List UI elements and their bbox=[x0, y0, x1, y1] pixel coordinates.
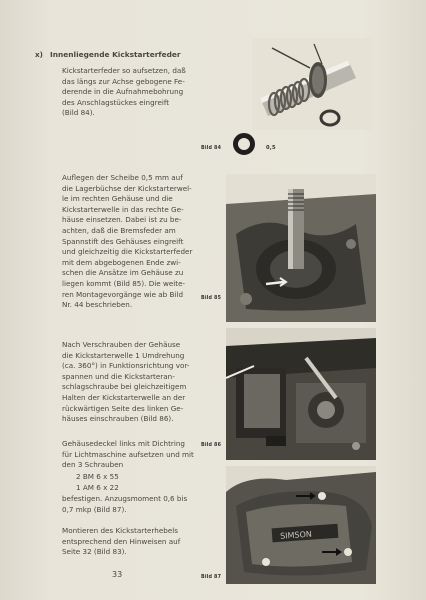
caption-bild-87: Bild 87 bbox=[201, 575, 222, 580]
paragraph-4 bbox=[62, 439, 198, 471]
p4-line: den 3 Schrauben bbox=[62, 460, 124, 470]
p1-line: Kickstarterfeder so aufsetzen, daß bbox=[62, 66, 186, 75]
p2-line: Nr. 44 beschrieben. bbox=[62, 300, 133, 310]
page-number: 33 bbox=[112, 570, 123, 579]
p3-line: Nach Verschrauben der Gehäuse bbox=[62, 340, 181, 349]
p2-line: Kickstarterwelle in das rechte Ge- bbox=[62, 204, 184, 214]
washer-thickness-label: 0,5 bbox=[266, 145, 276, 151]
p2-line: achten, daß die Bremsfeder am bbox=[62, 225, 176, 235]
caption-bild-85: Bild 85 bbox=[201, 296, 222, 301]
paragraph-1 bbox=[62, 66, 186, 119]
p4-line: Gehäusedeckel links mit Dichtring bbox=[62, 439, 185, 448]
paragraph-5 bbox=[62, 494, 198, 515]
p3-line: (ca. 360°) in Funktionsrichtung vor- bbox=[62, 361, 190, 371]
p4-line: für Lichtmaschine aufsetzen und mit bbox=[62, 449, 194, 459]
washer-icon bbox=[233, 133, 255, 155]
screw-list-item: 1 AM 6 x 22 bbox=[76, 482, 119, 492]
p2-line: le im rechten Gehäuse und die bbox=[62, 194, 173, 204]
cover-brand-text: SIMSON bbox=[279, 529, 313, 541]
p3-line: schlagschraube bei gleichzeitigem bbox=[62, 382, 187, 392]
p2-line: mit dem abgebogenen Ende zwi- bbox=[62, 257, 181, 267]
figure-85-photo bbox=[226, 174, 376, 322]
p2-line: liegen kommt (Bild 85). Die weite- bbox=[62, 278, 186, 288]
p1-line: das längs zur Achse gebogene Fe- bbox=[62, 76, 185, 86]
p1-line: (Bild 84). bbox=[62, 108, 95, 118]
p1-line: derende in die Aufnahmebohrung bbox=[62, 87, 184, 97]
p6-line: entsprechend den Hinweisen auf bbox=[62, 536, 181, 546]
p2-line: Spannstift des Gehäuses eingreift bbox=[62, 236, 184, 246]
paragraph-6 bbox=[62, 526, 198, 558]
p6-line: Montieren des Kickstarterhebels bbox=[62, 526, 178, 535]
figure-86-photo bbox=[226, 328, 376, 460]
p6-line: Seite 32 (Bild 83). bbox=[62, 547, 127, 557]
p2-line: schen die Ansätze im Gehäuse zu bbox=[62, 268, 184, 278]
caption-bild-86: Bild 86 bbox=[201, 443, 222, 448]
p2-line: die Lagerbüchse der Kickstarterwel- bbox=[62, 183, 192, 193]
section-marker: x) bbox=[35, 50, 43, 59]
p3-line: rückwärtigen Seite des linken Ge- bbox=[62, 403, 184, 413]
p3-line: spannen und die Kickstarteran- bbox=[62, 371, 175, 381]
caption-bild-84: Bild 84 bbox=[201, 146, 222, 151]
section-heading: Innenliegende Kickstarterfeder bbox=[50, 50, 181, 59]
p2-line: ren Montagevorgänge wie ab Bild bbox=[62, 289, 184, 299]
figure-84-photo bbox=[252, 38, 372, 130]
p2-line: häuse einsetzen. Dabei ist zu be- bbox=[62, 215, 182, 225]
paragraph-3 bbox=[62, 340, 198, 425]
p5-line: 0,7 mkp (Bild 87). bbox=[62, 504, 127, 514]
p2-line: und gleichzeitig die Kickstarterfeder bbox=[62, 247, 193, 257]
p5-line: befestigen. Anzugsmoment 0,6 bis bbox=[62, 494, 188, 503]
screw-list bbox=[76, 472, 176, 493]
figure-87-photo bbox=[226, 466, 376, 584]
p1-line: des Anschlagstückes eingreift bbox=[62, 97, 170, 107]
paragraph-2 bbox=[62, 173, 192, 311]
p2-line: Auflegen der Scheibe 0,5 mm auf bbox=[62, 173, 183, 182]
p3-line: die Kickstarterwelle 1 Umdrehung bbox=[62, 350, 185, 360]
p3-line: Halten der Kickstarterwelle an der bbox=[62, 392, 186, 402]
screw-list-item: 2 BM 6 x 55 bbox=[76, 472, 119, 481]
p3-line: häuses einschrauben (Bild 86). bbox=[62, 414, 174, 424]
